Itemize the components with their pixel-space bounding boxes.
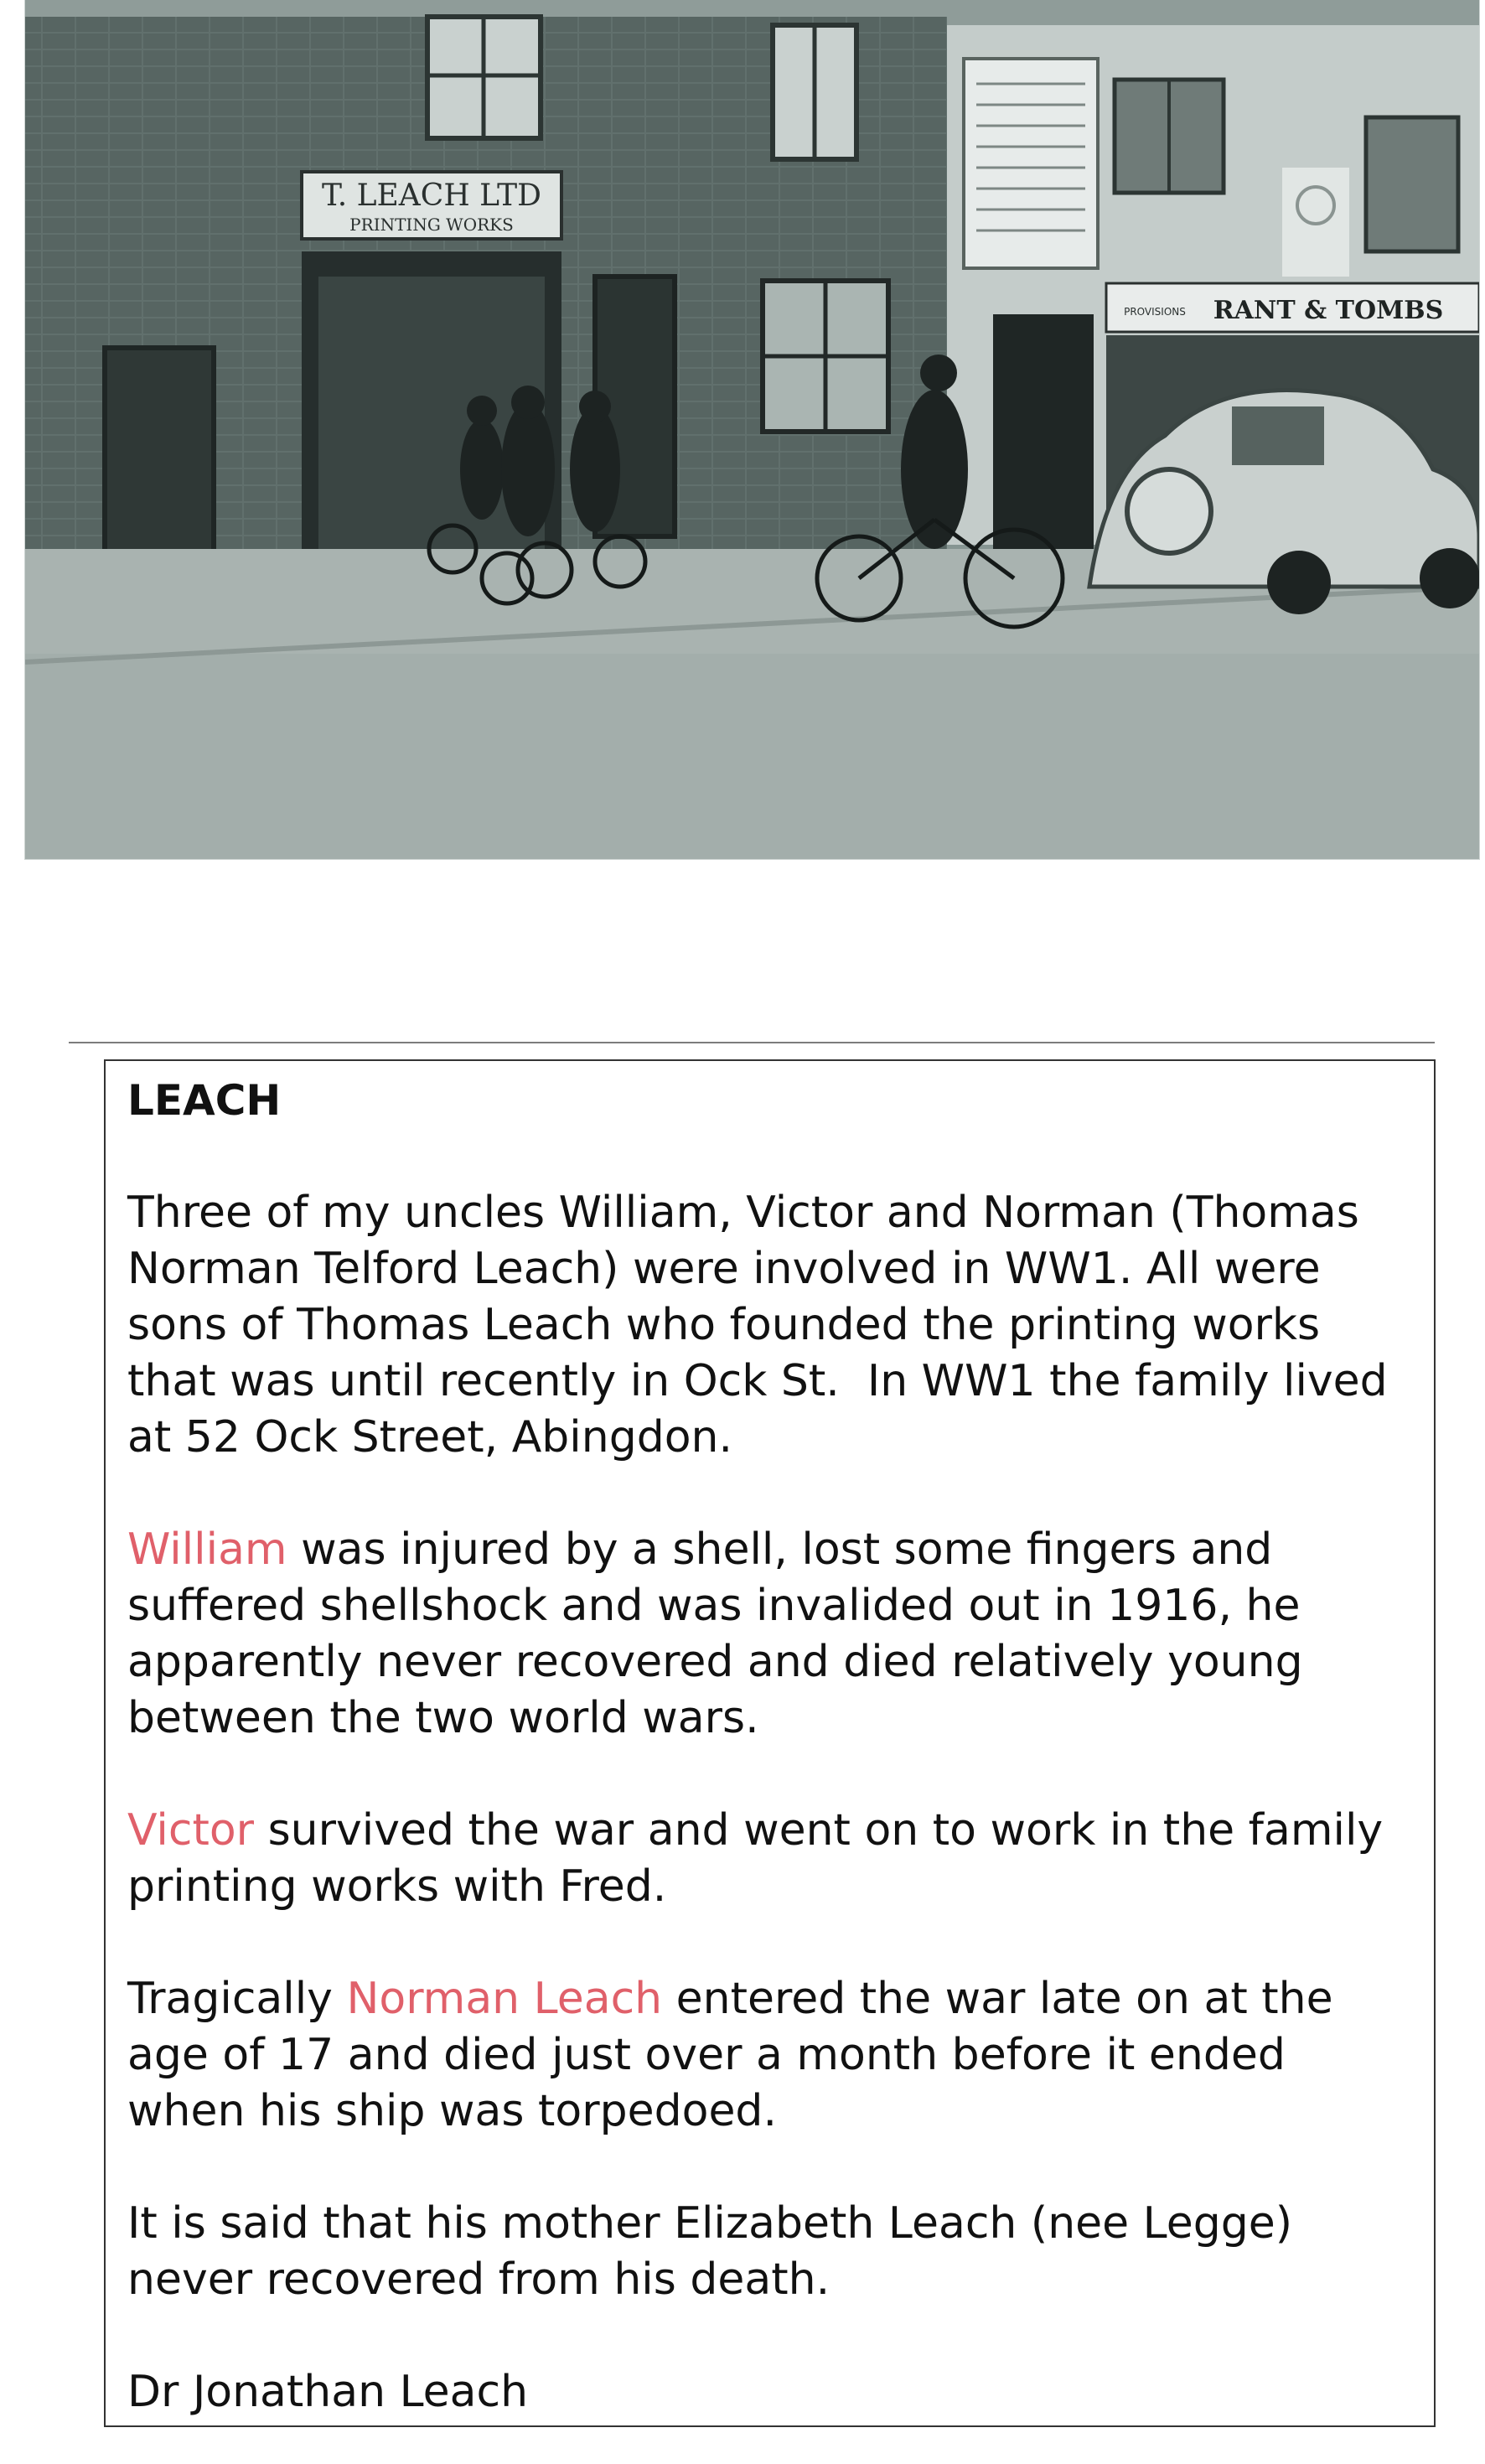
shop-sign-left: PROVISIONS [1124, 306, 1186, 318]
norman-prefix: Tragically [127, 1974, 347, 2024]
printer-sign [302, 172, 561, 239]
norman-paragraph [127, 1971, 1412, 2140]
shop-sign-main: RANT & TOMBS [1213, 296, 1444, 325]
norman-text: entered the war late on at the age of 17 and died just over a month before it ended when his ship was torpedoed. [127, 1974, 1333, 2136]
article-heading: LEACH [127, 1076, 282, 1125]
article-box [104, 1059, 1436, 2427]
printer-sign-sub: PRINTING WORKS [349, 215, 514, 235]
norman-name: Norman Leach [346, 1974, 663, 2024]
victor-paragraph [127, 1803, 1412, 1915]
victor-text: survived the war and went on to work in the family printing works with Fred. [127, 1805, 1384, 1912]
victor-name: Victor [127, 1805, 255, 1856]
intro-paragraph: Three of my uncles William, Victor and Norman (Thomas Norman Telford Leach) were involved in WW1. All were sons of Thomas Leach who founded the printing works that was until recently in Ock St. In WW1 the family lived at 52 Ock Street, Abingdon. [127, 1188, 1388, 1462]
william-name: William [127, 1524, 287, 1575]
shop-sign [1106, 283, 1479, 332]
street-photograph [25, 0, 1479, 859]
william-text: was injured by a shell, lost some fingers and suffered shellshock and was invalided out in 1916, he apparently never recovered and died relatively young between the two world wars. [127, 1524, 1303, 1743]
printer-sign-main: T. LEACH LTD [321, 179, 542, 213]
horizontal-rule [69, 1042, 1435, 1043]
william-paragraph [127, 1522, 1412, 1747]
mother-paragraph: It is said that his mother Elizabeth Leach (nee Legge) never recovered from his death. [127, 2198, 1293, 2305]
signature: Dr Jonathan Leach [127, 2367, 529, 2417]
